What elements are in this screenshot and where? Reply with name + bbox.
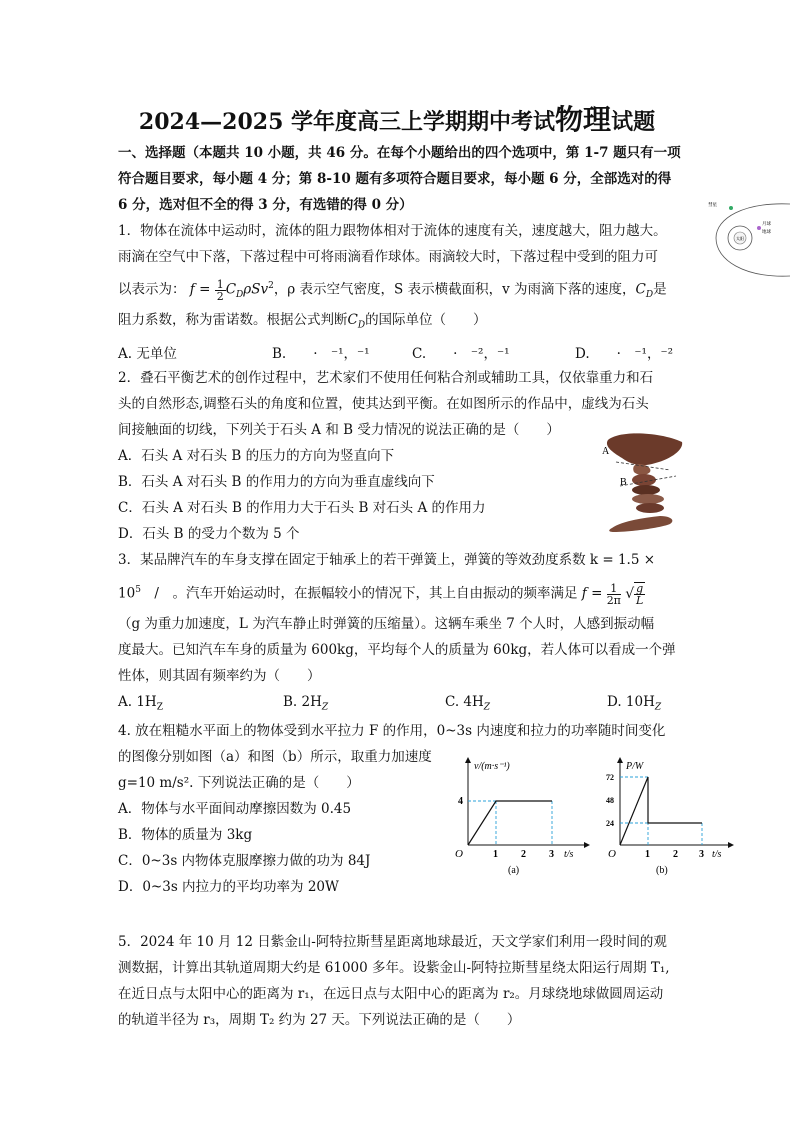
- q1-line3: [118, 276, 667, 305]
- graph-b-ytick-48: 48: [606, 796, 614, 805]
- graph-b-xlabel: t/s: [712, 849, 722, 860]
- graph-b-xtick-1: 1: [645, 849, 650, 860]
- q2-option-d[interactable]: D．石头 B 的受力个数为 5 个: [118, 526, 300, 542]
- q1-line1: 1．物体在流体中运动时，流体的阻力跟物体相对于流体的速度有关，速度越大，阻力越大。: [118, 223, 667, 239]
- q1-text-d: 阻力系数，称为雷诺数。根据公式判断: [118, 312, 348, 328]
- q3-option-d-text: D. 10H: [607, 694, 655, 710]
- stone-balance-image: [600, 428, 686, 536]
- sun-label: 太阳: [736, 236, 744, 241]
- q3-option-b-text: B. 2H: [283, 694, 322, 710]
- title-subject: 物理: [555, 103, 612, 136]
- q3-line4: 度最大。已知汽车车身的质量为 600kg，平均每个人的质量为 60kg，若人体可以看成一个弹: [118, 642, 676, 658]
- q4-line3: g=10 m/s². 下列说法正确的是（ ）: [118, 775, 360, 791]
- graph-a-xtick-3: 3: [549, 849, 554, 860]
- q3-power-base: 10: [118, 585, 136, 602]
- q4-line1: 4. 放在粗糙水平面上的物体受到水平拉力 F 的作用，0~3s 内速度和拉力的功率随时间变化: [118, 723, 666, 739]
- graph-a-ytick-4: 4: [458, 796, 463, 807]
- orbit-diagram: [704, 198, 790, 282]
- earth-label: 地球: [762, 230, 771, 235]
- q5-line1: 5．2024 年 10 月 12 日紫金山-阿特拉斯彗星距离地球最近，天文学家们利用一段时间的观: [118, 934, 667, 950]
- q3-frac-num: 1: [607, 583, 621, 595]
- q1-text: 以表示为：: [118, 281, 186, 298]
- q1-formula-sub: D: [236, 290, 244, 301]
- q1-formula-lhs: f =: [189, 281, 211, 298]
- q1-text-b: ，ρ 表示空气密度，S 表示横截面积，v 为雨滴下落的速度，: [273, 281, 636, 298]
- q5-line3: 在近日点与太阳中心的距离为 r₁，在远日点与太阳中心的距离为 r₂。月球绕地球做圆周运动: [118, 986, 664, 1002]
- q3-option-c-sub: Z: [483, 702, 491, 713]
- moon-icon: [757, 226, 761, 230]
- q5-line2: 测数据，计算出其轨道周期大约是 61000 多年。设紫金山-阿特拉斯彗星绕太阳运行周期 T₁,: [118, 960, 670, 976]
- q3-line3: （g 为重力加速度，L 为汽车静止时弹簧的压缩量）。这辆车乘坐 7 个人时，人感到振动幅: [118, 616, 655, 632]
- q1-line2: 雨滴在空气中下落，下落过程中可将雨滴看作球体。雨滴较大时，下落过程中受到的阻力可: [118, 249, 658, 265]
- q1-text-e: 的国际单位（ ）: [365, 312, 487, 328]
- q2-option-b[interactable]: B．石头 A 对石头 B 的作用力的方向为垂直虚线向下: [118, 474, 435, 490]
- q3-line5: 性体，则其固有频率约为（ ）: [118, 668, 321, 684]
- q3-option-c-text: C. 4H: [445, 694, 484, 710]
- q3-text: / 。汽车开始运动时，在振幅较小的情况下，其上自由振动的频率满足: [140, 585, 578, 602]
- q4-option-c[interactable]: C．0~3s 内物体克服摩擦力做的功为 84J: [118, 853, 371, 869]
- section-instructions-line1: 一、选择题（本题共 10 小题，共 46 分。在每个小题给出的四个选项中，第 1-7 题只有一项: [118, 145, 681, 161]
- graph-b-x-arrow: [728, 842, 734, 848]
- q3-frac-den: 2π: [606, 593, 621, 607]
- q3-option-b[interactable]: [283, 694, 328, 713]
- q4-line2: 的图像分别如图（a）和图（b）所示，取重力加速度: [118, 749, 432, 765]
- graph-b-ylabel: P/W: [626, 761, 644, 772]
- q4-option-b[interactable]: B．物体的质量为 3kg: [118, 827, 253, 843]
- q1-cd-sub-2: D: [357, 320, 366, 331]
- graph-a-y-arrow: [465, 757, 471, 763]
- moon-label: 月球: [762, 222, 771, 227]
- title-main: 2024—2025 学年度高三上学期期中考试: [138, 109, 556, 135]
- q5-line4: 的轨道半径为 r₃，周期 T₂ 约为 27 天。下列说法正确的是（ ）: [118, 1012, 521, 1028]
- q3-formula-sqrt-fraction: [634, 582, 645, 606]
- q1-formula-fraction: [215, 279, 226, 302]
- graph-a-xtick-2: 2: [521, 849, 526, 860]
- comet-icon: [729, 206, 733, 210]
- q3-option-a-text: A. 1H: [118, 694, 157, 710]
- q1-option-d[interactable]: D. · ⁻¹，⁻²: [575, 346, 674, 362]
- graph-a-caption: (a): [508, 865, 520, 876]
- graph-b-caption: (b): [656, 865, 668, 876]
- graph-a-line: [468, 801, 552, 845]
- graph-a-x-arrow: [584, 842, 590, 848]
- q3-option-a[interactable]: [118, 694, 163, 713]
- graph-a-xlabel: t/s: [564, 849, 574, 860]
- q1-cd-2: C: [347, 312, 358, 328]
- q3-formula-lhs: f =: [581, 585, 603, 602]
- q3-frac-L: L: [636, 594, 644, 607]
- graph-b-xtick-3: 3: [699, 849, 704, 860]
- comet-label: 彗星: [708, 203, 717, 208]
- graph-b-origin: O: [608, 848, 616, 860]
- graph-a-ylabel: v/(m·s⁻¹): [474, 761, 510, 772]
- q2-line3: 间接触面的切线，下列关于石头 A 和 B 受力情况的说法正确的是（ ）: [118, 422, 560, 438]
- stone-label-a: A: [602, 446, 610, 457]
- graph-a-xtick-1: 1: [493, 849, 498, 860]
- q1-cd: C: [635, 281, 646, 298]
- q3-option-c[interactable]: [445, 694, 490, 713]
- q3-line1: 3．某品牌汽车的车身支撑在固定于轴承上的若干弹簧上，弹簧的等效劲度系数 k = 1.5 ×: [118, 552, 656, 568]
- q1-option-a[interactable]: A. 无单位: [118, 346, 177, 362]
- graph-b-xtick-2: 2: [673, 849, 678, 860]
- q1-formula-tail: ρSv: [243, 281, 269, 298]
- q2-line2: 头的自然形态,调整石头的角度和位置，使其达到平衡。在如图所示的作品中，虚线为石头: [118, 396, 649, 412]
- graph-b-line: [620, 777, 702, 845]
- graph-a-origin: O: [455, 848, 463, 860]
- section-instructions-line3: 6 分，选对但不全的得 3 分，有选错的得 0 分）: [118, 197, 413, 213]
- q4-option-a[interactable]: A．物体与水平面间动摩擦因数为 0.45: [118, 801, 352, 817]
- q3-formula-fraction: [607, 583, 621, 606]
- q3-option-d[interactable]: [607, 694, 661, 713]
- q1-option-c[interactable]: C. · ⁻²，⁻¹: [412, 346, 510, 362]
- q2-line1: 2．叠石平衡艺术的创作过程中，艺术家们不使用任何粘合剂或辅助工具，仅依靠重力和石: [118, 370, 654, 386]
- q3-option-d-sub: Z: [654, 702, 662, 713]
- q1-formula-c: C: [225, 281, 237, 298]
- graph-b-y-arrow: [617, 757, 623, 763]
- q3-line2: [118, 580, 645, 606]
- graph-a: [452, 755, 592, 880]
- q1-text-c: 是: [653, 281, 667, 298]
- q1-formula-sup: 2: [268, 281, 274, 291]
- graph-b: [596, 755, 736, 880]
- q2-option-c[interactable]: C．石头 A 对石头 B 的作用力大于石头 B 对石头 A 的作用力: [118, 500, 486, 516]
- q1-option-b[interactable]: B. · ⁻¹，⁻¹: [272, 346, 370, 362]
- graph-b-ytick-24: 24: [606, 819, 614, 828]
- q1-cd-sub: D: [645, 290, 654, 301]
- page-title: [0, 98, 794, 138]
- q1-frac-den: 2: [216, 289, 224, 303]
- stone-label-b: B: [620, 477, 627, 488]
- q1-line4: [118, 310, 487, 336]
- q4-option-d[interactable]: D．0~3s 内拉力的平均功率为 20W: [118, 879, 339, 895]
- graph-b-ytick-72: 72: [606, 773, 614, 782]
- q3-option-a-sub: Z: [156, 702, 163, 713]
- section-instructions-line2: 符合题目要求，每小题 4 分；第 8-10 题有多项符合题目要求，每小题 6 分，全部选对的得: [118, 171, 672, 187]
- title-suffix: 试题: [611, 109, 656, 135]
- q2-option-a[interactable]: A．石头 A 对石头 B 的压力的方向为竖直向下: [118, 448, 395, 464]
- q3-power-exp: 5: [135, 585, 141, 595]
- sqrt-icon: √: [625, 586, 635, 602]
- comet-orbit: [716, 204, 790, 276]
- q3-frac-g: g: [636, 582, 644, 595]
- q1-frac-num: 1: [216, 277, 224, 291]
- q3-option-b-sub: Z: [321, 702, 329, 713]
